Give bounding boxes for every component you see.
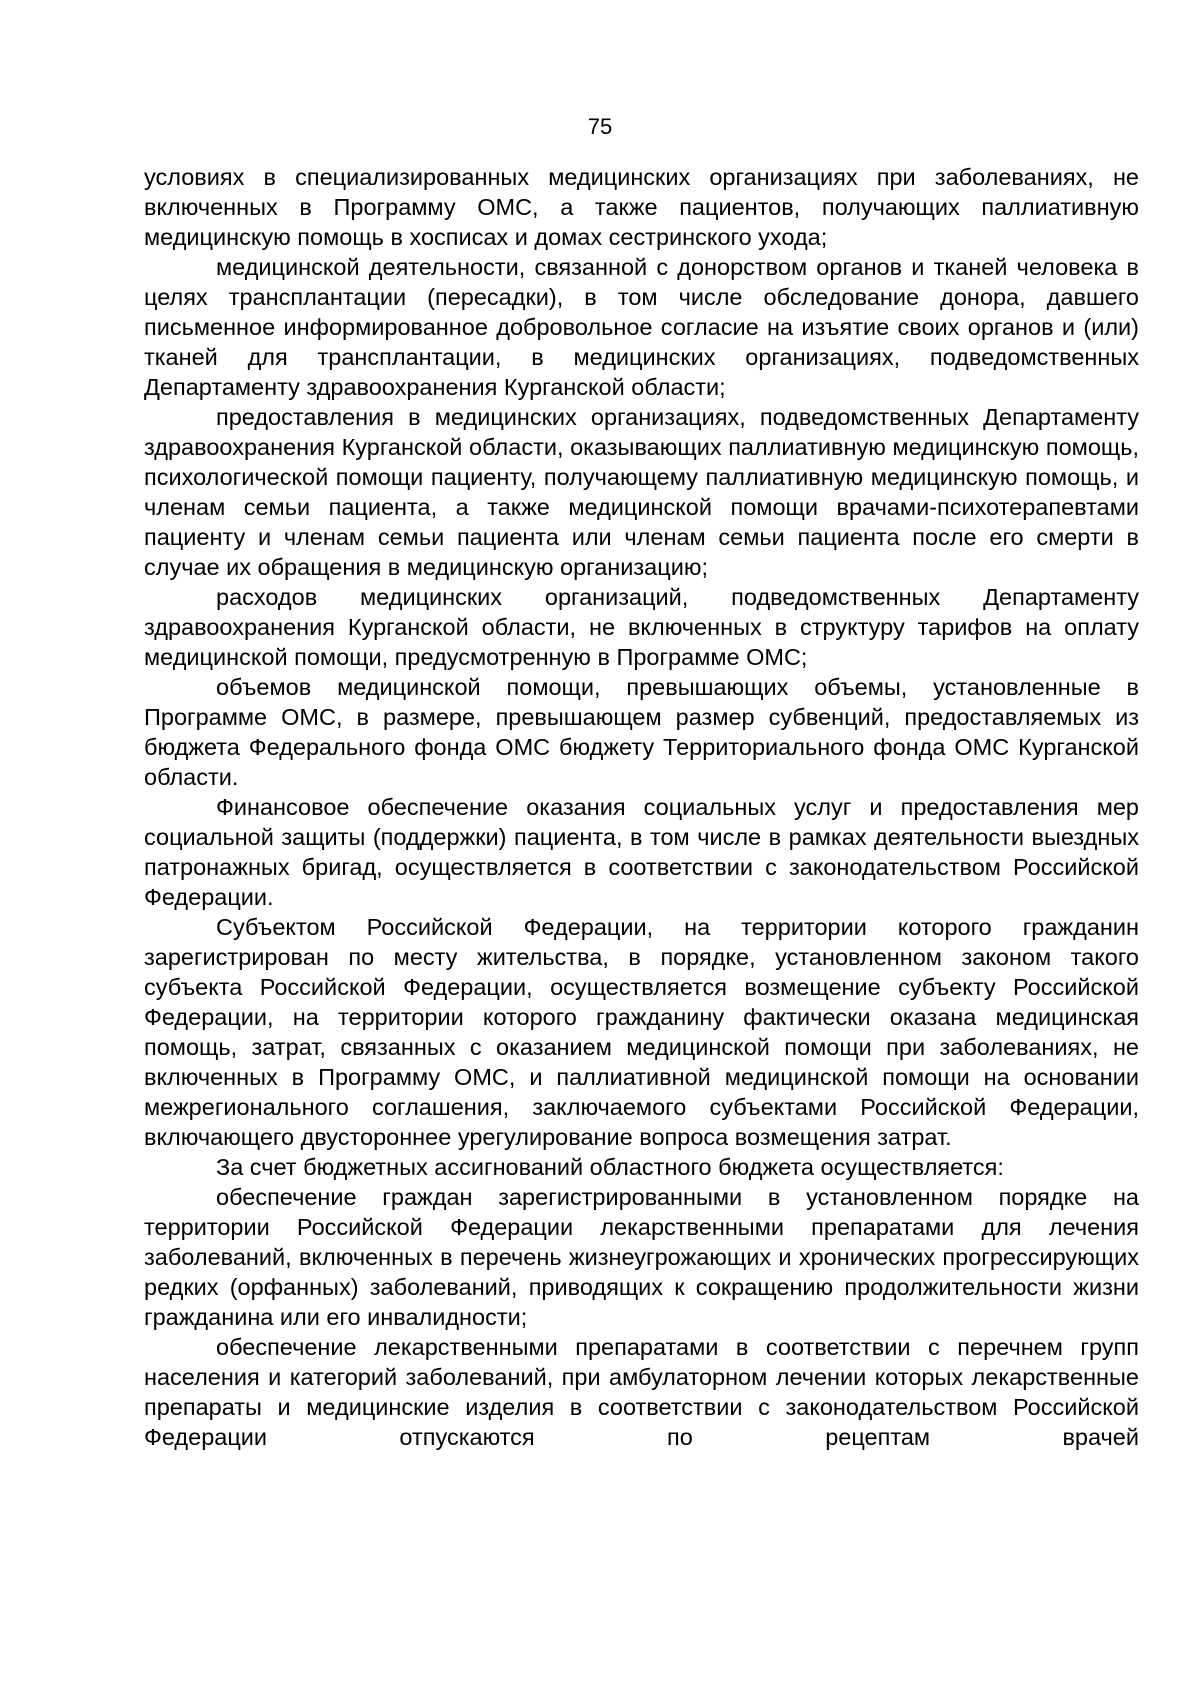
paragraph: обеспечение лекарственными препаратами в соответствии с перечнем групп населения и категорий заболеваний, при амбулаторном лечении которых лекарственные препараты и медицинские изделия в соответствии с законодательством Российской Федерации отпускаются по рецептам врачей <box>144 1334 1139 1450</box>
paragraph: Финансовое обеспечение оказания социальных услуг и предоставления мер социальной защиты (поддержки) пациента, в том числе в рамках деятельности выездных патронажных бригад, осуществляется в соответствии с законодательством Российской Федерации. <box>144 794 1139 910</box>
paragraph: расходов медицинских организаций, подведомственных Департаменту здравоохранения Курганской области, не включенных в структуру тарифов на оплату медицинской помощи, предусмотренную в Программе ОМС; <box>144 584 1139 670</box>
paragraph: Субъектом Российской Федерации, на территории которого гражданин зарегистрирован по месту жительства, в порядке, установленном законом такого субъекта Российской Федерации, осуществляется возмещение субъекту Российской Федерации, на территории которого гражданину фактически оказана медицинская помощь, затрат, связанных с оказанием медицинской помощи при заболеваниях, не включенных в Программу ОМС, и паллиативной медицинской помощи на основании межрегионального соглашения, заключаемого субъектами Российской Федерации, включающего двустороннее урегулирование вопроса возмещения затрат. <box>144 914 1139 1150</box>
page-number: 75 <box>587 114 613 139</box>
paragraph: объемов медицинской помощи, превышающих объемы, установленные в Программе ОМС, в размере, превышающем размер субвенций, предоставляемых из бюджета Федерального фонда ОМС бюджету Территориального фонда ОМС Курганской области. <box>144 674 1139 790</box>
paragraph: За счет бюджетных ассигнований областного бюджета осуществляется: <box>216 1154 1004 1180</box>
document-body <box>144 162 1139 1452</box>
paragraph: обеспечение граждан зарегистрированными в установленном порядке на территории Российской Федерации лекарственными препаратами для лечения заболеваний, включенных в перечень жизнеугрожающих и хронических прогрессирующих редких (орфанных) заболеваний, приводящих к сокращению продолжительности жизни гражданина или его инвалидности; <box>144 1184 1139 1330</box>
paragraph: условиях в специализированных медицинских организациях при заболеваниях, не включенных в Программу ОМС, а также пациентов, получающих паллиативную медицинскую помощь в хосписах и домах сестринского ухода; <box>144 164 1139 250</box>
paragraph: медицинской деятельности, связанной с донорством органов и тканей человека в целях трансплантации (пересадки), в том числе обследование донора, давшего письменное информированное добровольное согласие на изъятие своих органов и (или) тканей для трансплантации, в медицинских организациях, подведомственных Департаменту здравоохранения Курганской области; <box>144 254 1139 400</box>
paragraph: предоставления в медицинских организациях, подведомственных Департаменту здравоохранения Курганской области, оказывающих паллиативную медицинскую помощь, психологической помощи пациенту, получающему паллиативную медицинскую помощь, и членам семьи пациента, а также медицинской помощи врачами-психотерапевтами пациенту и членам семьи пациента или членам семьи пациента после его смерти в случае их обращения в медицинскую организацию; <box>144 404 1139 580</box>
